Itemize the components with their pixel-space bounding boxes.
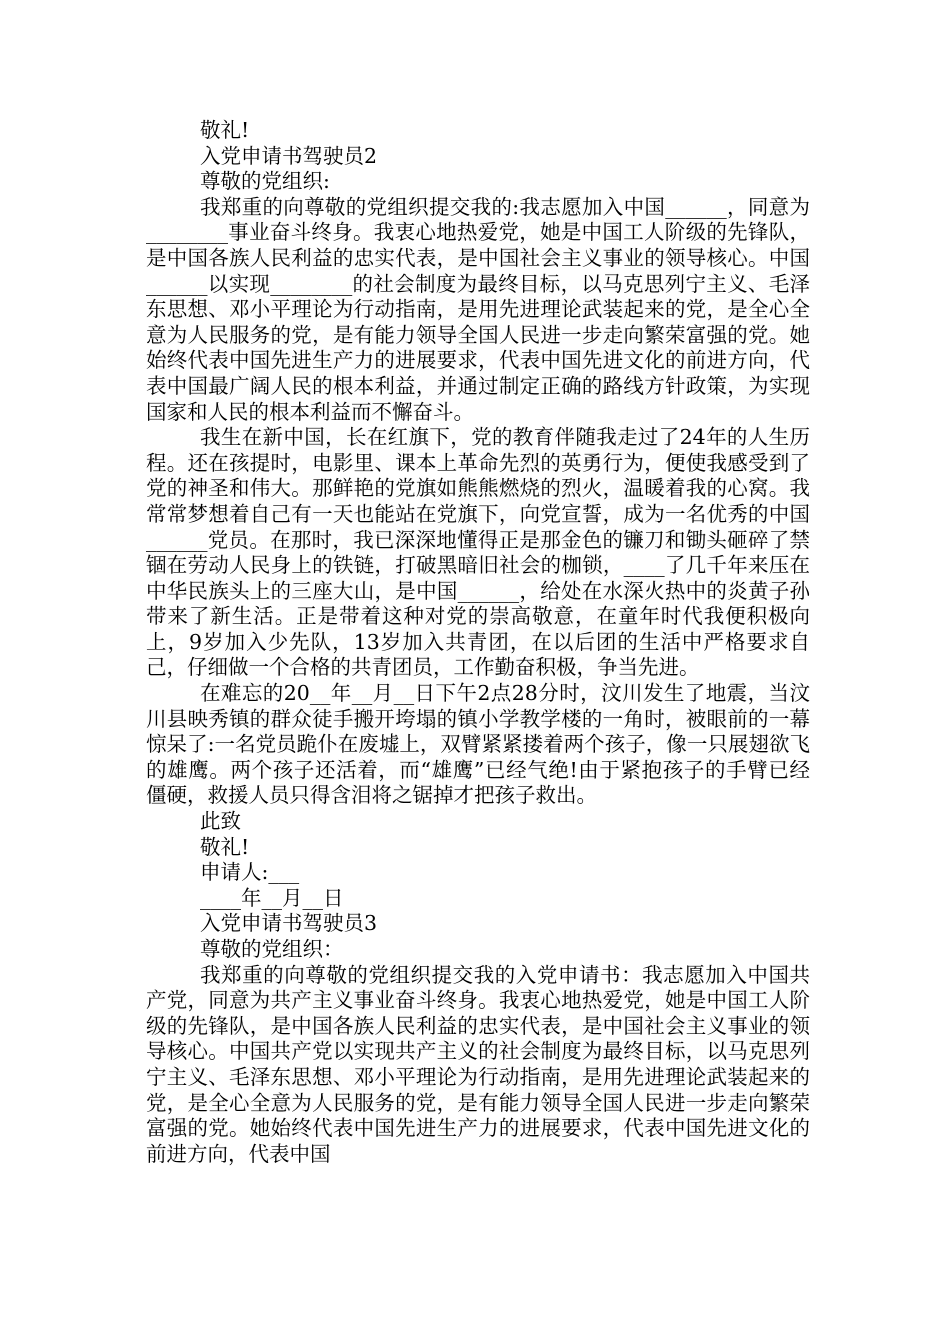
salutation: 尊敬的党组织: [200,169,330,194]
salutation: 尊敬的党组织： [200,937,344,961]
body-paragraph: 我郑重的向尊敬的党组织提交我的入党申请书：我志愿加入中国共产党，同意为共产主义事业奋斗终身。我衷心地热爱党，她是中国工人阶级的先锋队，是中国各族人民利益的忠实代表，是中国社会主义事业的领导核心。中国共产党以实现共产主义的社会制度为最终目标，以马克思列宁主义、毛泽东思想、邓小平理论为行动指南，是用先进理论武装起来的党，是全心全意为人民服务的党，是有能力领导全国人民进一步走向繁荣富强的党。她始终代表中国先进生产力的进展要求，代表中国先进文化的前进方向，代表中国 [146,962,810,1166]
body-paragraph: 我生在新中国，长在红旗下，党的教育伴随我走过了24年的人生历程。还在孩提时，电影里、课本上革命先烈的英勇行为，便使我感受到了党的神圣和伟大。那鲜艳的党旗如熊熊燃烧的烈火，温暖着我的心窝。我常常梦想着自己有一天也能站在党旗下，向党宣誓，成为一名优秀的中国______党员。在那时，我已深深地懂得正是那金色的镰刀和锄头砸碎了禁锢在劳动人民身上的铁链，打破黑暗旧社会的枷锁，____了几千年来压在中华民族头上的三座大山，是中国______，给处在水深火热中的炎黄子孙带来了新生活。正是带着这种对党的崇高敬意，在童年时代我便积极向上，9岁加入少先队，13岁加入共青团，在以后团的生活中严格要求自己，仔细做一个合格的共青团员，工作勤奋积极，争当先进。 [146,425,810,680]
applicant-signature: 申请人:___ [200,860,300,885]
document-page [146,118,810,1167]
closing-salute: 敬礼! [200,118,250,142]
body-paragraph: 在难忘的20__年__月__日下午2点28分时，汶川发生了地震，当汶川县映秀镇的群众徒手搬开垮塌的镇小学教学楼的一角时，被眼前的一幕惊呆了:一名党员跪仆在废墟上，双臂紧紧搂着两个孩子，像一只展翅欲飞的雄鹰。两个孩子还活着，而“雄鹰”已经气绝!由于紧抱孩子的手臂已经僵硬，救援人员只得含泪将之锯掉才把孩子救出。 [146,681,810,808]
closing-phrase: 此致 [200,809,241,834]
closing-salute: 敬礼! [200,834,250,859]
section-title-3: 入党申请书驾驶员3 [200,911,378,936]
body-paragraph: 我郑重的向尊敬的党组织提交我的:我志愿加入中国______，同意为________事业奋斗终身。我衷心地热爱党，她是中国工人阶级的先锋队，是中国各族人民利益的忠实代表，是中国社会主义事业的领导核心。中国______以实现________的社会制度为最终目标，以马克思列宁主义、毛泽东思想、邓小平理论为行动指南，是用先进理论武装起来的党，是全心全意为人民服务的党，是有能力领导全国人民进一步走向繁荣富强的党。她始终代表中国先进生产力的进展要求，代表中国先进文化的前进方向，代表中国最广阔人民的根本利益，并通过制定正确的路线方针政策，为实现国家和人民的根本利益而不懈奋斗。 [146,194,810,424]
date-line: ____年__月__日 [200,885,344,910]
section-title-2: 入党申请书驾驶员2 [200,143,378,168]
